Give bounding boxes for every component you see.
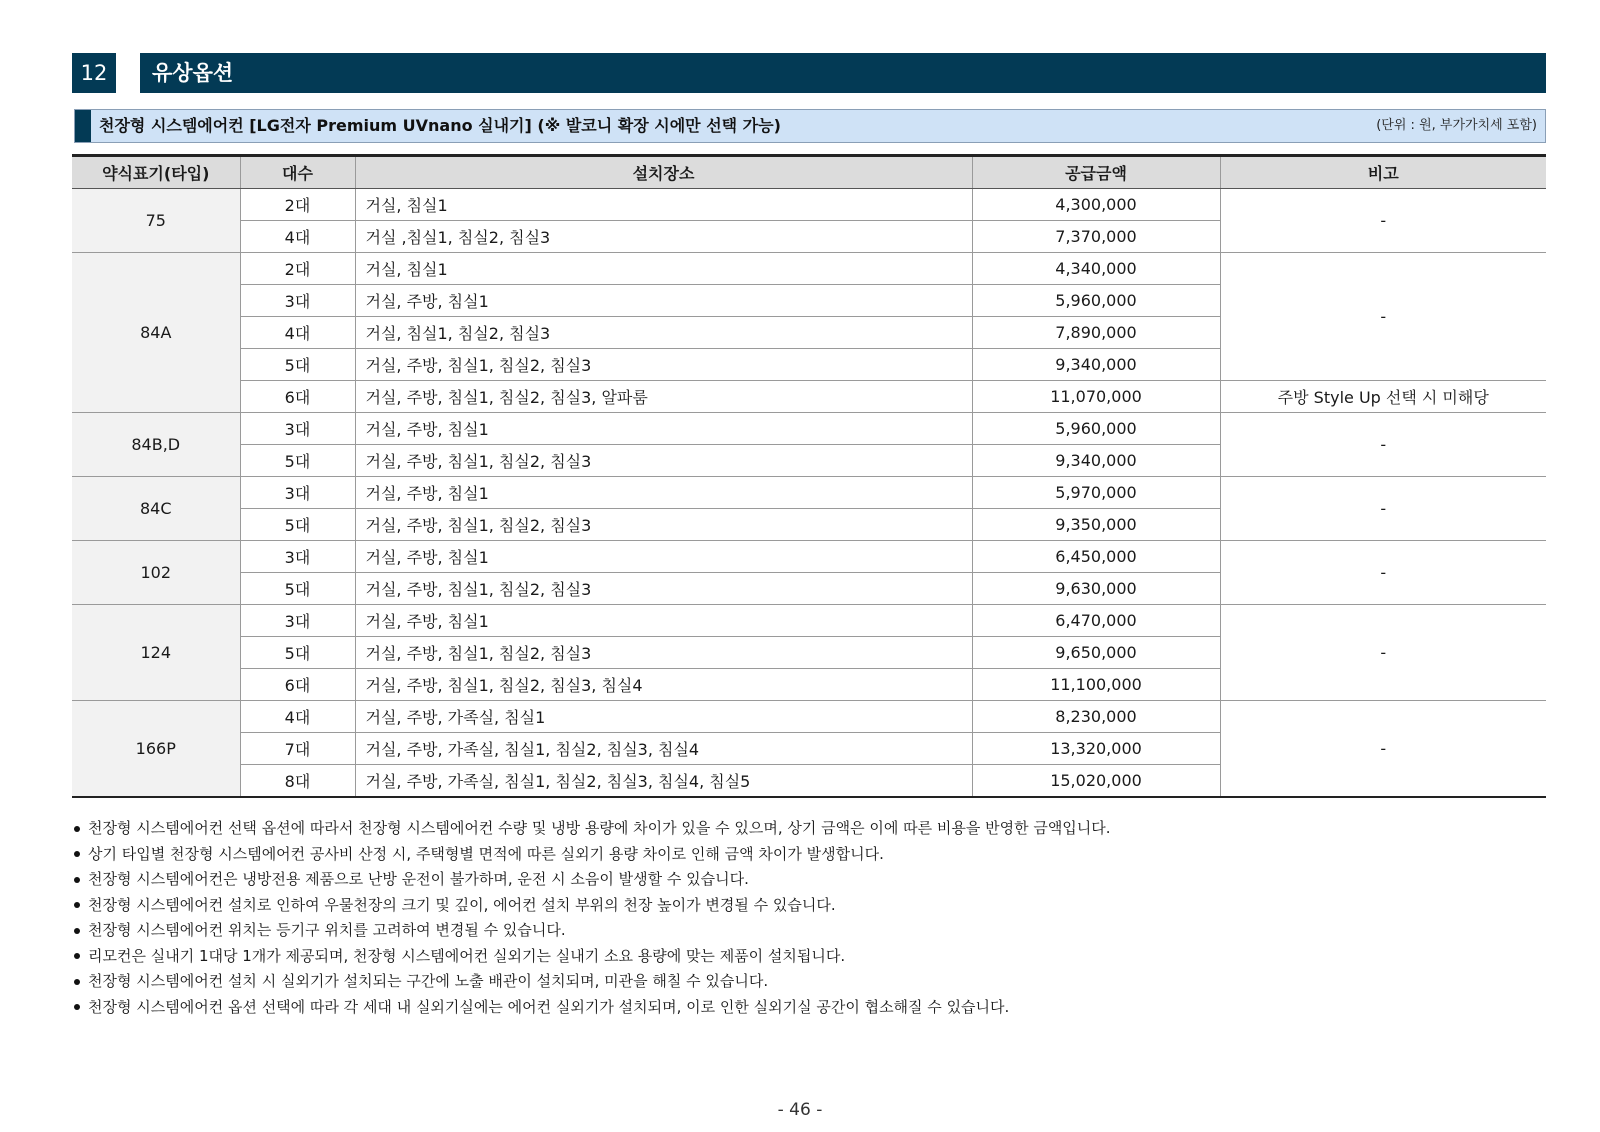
count-cell: 3대 <box>240 605 355 637</box>
count-cell: 5대 <box>240 349 355 381</box>
count-cell: 3대 <box>240 541 355 573</box>
header-count: 대수 <box>240 156 355 189</box>
note-item <box>72 918 1546 944</box>
option-price-table <box>72 154 1546 798</box>
location-cell: 거실, 주방, 침실1, 침실2, 침실3 <box>355 573 972 605</box>
header-price: 공급금액 <box>972 156 1220 189</box>
type-cell: 75 <box>72 189 240 253</box>
table-body <box>72 189 1546 797</box>
unit-note: (단위 : 원, 부가가치세 포함) <box>1376 118 1537 133</box>
count-cell: 8대 <box>240 765 355 797</box>
location-cell: 거실, 주방, 침실1 <box>355 477 972 509</box>
count-cell: 6대 <box>240 669 355 701</box>
location-cell: 거실, 주방, 침실1, 침실2, 침실3, 알파룸 <box>355 381 972 413</box>
table-row <box>72 381 1546 413</box>
table-header-row <box>72 156 1546 189</box>
price-cell: 5,970,000 <box>972 477 1220 509</box>
note-item <box>72 842 1546 868</box>
price-cell: 5,960,000 <box>972 285 1220 317</box>
count-cell: 2대 <box>240 189 355 221</box>
subheader-bar <box>74 109 1546 143</box>
type-cell: 84C <box>72 477 240 541</box>
count-cell: 2대 <box>240 253 355 285</box>
table-row <box>72 189 1546 221</box>
price-cell: 8,230,000 <box>972 701 1220 733</box>
header-location: 설치장소 <box>355 156 972 189</box>
price-cell: 9,340,000 <box>972 445 1220 477</box>
price-cell: 13,320,000 <box>972 733 1220 765</box>
section-title: 유상옵션 <box>140 53 1546 93</box>
note-cell: - <box>1220 413 1546 477</box>
location-cell: 거실, 주방, 침실1, 침실2, 침실3 <box>355 509 972 541</box>
price-cell: 9,340,000 <box>972 349 1220 381</box>
table-row <box>72 541 1546 573</box>
price-cell: 9,350,000 <box>972 509 1220 541</box>
note-text: 천장형 시스템에어컨 선택 옵션에 따라서 천장형 시스템에어컨 수량 및 냉방 용량에 차이가 있을 수 있으며, 상기 금액은 이에 따른 비용을 반영한 금액입니다. <box>88 819 1111 837</box>
note-cell: - <box>1220 701 1546 797</box>
price-cell: 4,340,000 <box>972 253 1220 285</box>
price-cell: 11,100,000 <box>972 669 1220 701</box>
subheader-accent <box>75 110 91 142</box>
price-cell: 7,890,000 <box>972 317 1220 349</box>
note-text: 천장형 시스템에어컨은 냉방전용 제품으로 난방 운전이 불가하며, 운전 시 소음이 발생할 수 있습니다. <box>88 870 749 888</box>
type-cell: 84A <box>72 253 240 413</box>
header-type: 약식표기(타입) <box>72 156 240 189</box>
location-cell: 거실, 주방, 침실1 <box>355 285 972 317</box>
page-number: - 46 - <box>777 1100 823 1120</box>
table-row <box>72 477 1546 509</box>
note-text: 천장형 시스템에어컨 옵션 선택에 따라 각 세대 내 실외기실에는 에어컨 실외기가 설치되며, 이로 인한 실외기실 공간이 협소해질 수 있습니다. <box>88 997 1010 1016</box>
location-cell: 거실, 침실1 <box>355 189 972 221</box>
location-cell: 거실, 주방, 침실1, 침실2, 침실3 <box>355 637 972 669</box>
location-cell: 거실, 침실1, 침실2, 침실3 <box>355 317 972 349</box>
count-cell: 5대 <box>240 637 355 669</box>
note-text: 천장형 시스템에어컨 설치로 인하여 우물천장의 크기 및 깊이, 에어컨 설치 부위의 천장 높이가 변경될 수 있습니다. <box>88 895 836 914</box>
count-cell: 3대 <box>240 285 355 317</box>
location-cell: 거실, 주방, 침실1, 침실2, 침실3 <box>355 445 972 477</box>
price-cell: 15,020,000 <box>972 765 1220 797</box>
note-cell: - <box>1220 477 1546 541</box>
count-cell: 6대 <box>240 381 355 413</box>
type-cell: 124 <box>72 605 240 701</box>
location-cell: 거실, 주방, 침실1 <box>355 605 972 637</box>
location-cell: 거실, 주방, 침실1, 침실2, 침실3 <box>355 349 972 381</box>
subheader-title: 천장형 시스템에어컨 [LG전자 Premium UVnano 실내기] (※ 발코니 확장 시에만 선택 가능) <box>99 116 781 135</box>
price-cell: 6,470,000 <box>972 605 1220 637</box>
type-cell: 84B,D <box>72 413 240 477</box>
table-row <box>72 701 1546 733</box>
count-cell: 4대 <box>240 317 355 349</box>
type-cell: 166P <box>72 701 240 797</box>
count-cell: 5대 <box>240 573 355 605</box>
bullet-icon <box>74 1004 80 1010</box>
note-cell: - <box>1220 541 1546 605</box>
bullet-icon <box>74 877 80 883</box>
note-text: 상기 타입별 천장형 시스템에어컨 공사비 산정 시, 주택형별 면적에 따른 실외기 용량 차이로 인해 금액 차이가 발생합니다. <box>88 844 884 863</box>
bullet-icon <box>74 928 80 934</box>
price-cell: 4,300,000 <box>972 189 1220 221</box>
note-text: 천장형 시스템에어컨 위치는 등기구 위치를 고려하여 변경될 수 있습니다. <box>88 921 566 939</box>
bullet-icon <box>74 851 80 857</box>
count-cell: 4대 <box>240 701 355 733</box>
price-cell: 6,450,000 <box>972 541 1220 573</box>
location-cell: 거실, 주방, 침실1 <box>355 413 972 445</box>
location-cell: 거실, 주방, 침실1 <box>355 541 972 573</box>
notes-list <box>72 816 1546 1020</box>
bullet-icon <box>74 979 80 985</box>
bullet-icon <box>74 826 80 832</box>
bullet-icon <box>74 953 80 959</box>
location-cell: 거실, 주방, 침실1, 침실2, 침실3, 침실4 <box>355 669 972 701</box>
note-item <box>72 995 1546 1021</box>
count-cell: 3대 <box>240 413 355 445</box>
header-note: 비고 <box>1220 156 1546 189</box>
count-cell: 7대 <box>240 733 355 765</box>
note-text: 천장형 시스템에어컨 설치 시 실외기가 설치되는 구간에 노출 배관이 설치되며, 미관을 해칠 수 있습니다. <box>88 972 769 990</box>
note-item <box>72 969 1546 995</box>
note-cell: - <box>1220 253 1546 381</box>
location-cell: 거실, 주방, 가족실, 침실1, 침실2, 침실3, 침실4, 침실5 <box>355 765 972 797</box>
section-number: 12 <box>72 53 116 93</box>
note-cell: - <box>1220 605 1546 701</box>
table-row <box>72 413 1546 445</box>
section-header <box>72 53 1546 93</box>
table-row <box>72 605 1546 637</box>
bullet-icon <box>74 902 80 908</box>
count-cell: 5대 <box>240 509 355 541</box>
price-cell: 7,370,000 <box>972 221 1220 253</box>
note-item <box>72 816 1546 842</box>
location-cell: 거실 ,침실1, 침실2, 침실3 <box>355 221 972 253</box>
note-item <box>72 944 1546 970</box>
note-item <box>72 867 1546 893</box>
note-text: 리모컨은 실내기 1대당 1개가 제공되며, 천장형 시스템에어컨 실외기는 실내기 소요 용량에 맞는 제품이 설치됩니다. <box>88 946 846 965</box>
location-cell: 거실, 주방, 가족실, 침실1, 침실2, 침실3, 침실4 <box>355 733 972 765</box>
location-cell: 거실, 침실1 <box>355 253 972 285</box>
note-cell: - <box>1220 189 1546 253</box>
price-cell: 9,650,000 <box>972 637 1220 669</box>
note-cell: 주방 Style Up 선택 시 미해당 <box>1220 381 1546 413</box>
price-cell: 11,070,000 <box>972 381 1220 413</box>
count-cell: 4대 <box>240 221 355 253</box>
price-cell: 9,630,000 <box>972 573 1220 605</box>
count-cell: 3대 <box>240 477 355 509</box>
count-cell: 5대 <box>240 445 355 477</box>
table-row <box>72 253 1546 285</box>
location-cell: 거실, 주방, 가족실, 침실1 <box>355 701 972 733</box>
note-item <box>72 893 1546 919</box>
type-cell: 102 <box>72 541 240 605</box>
price-cell: 5,960,000 <box>972 413 1220 445</box>
